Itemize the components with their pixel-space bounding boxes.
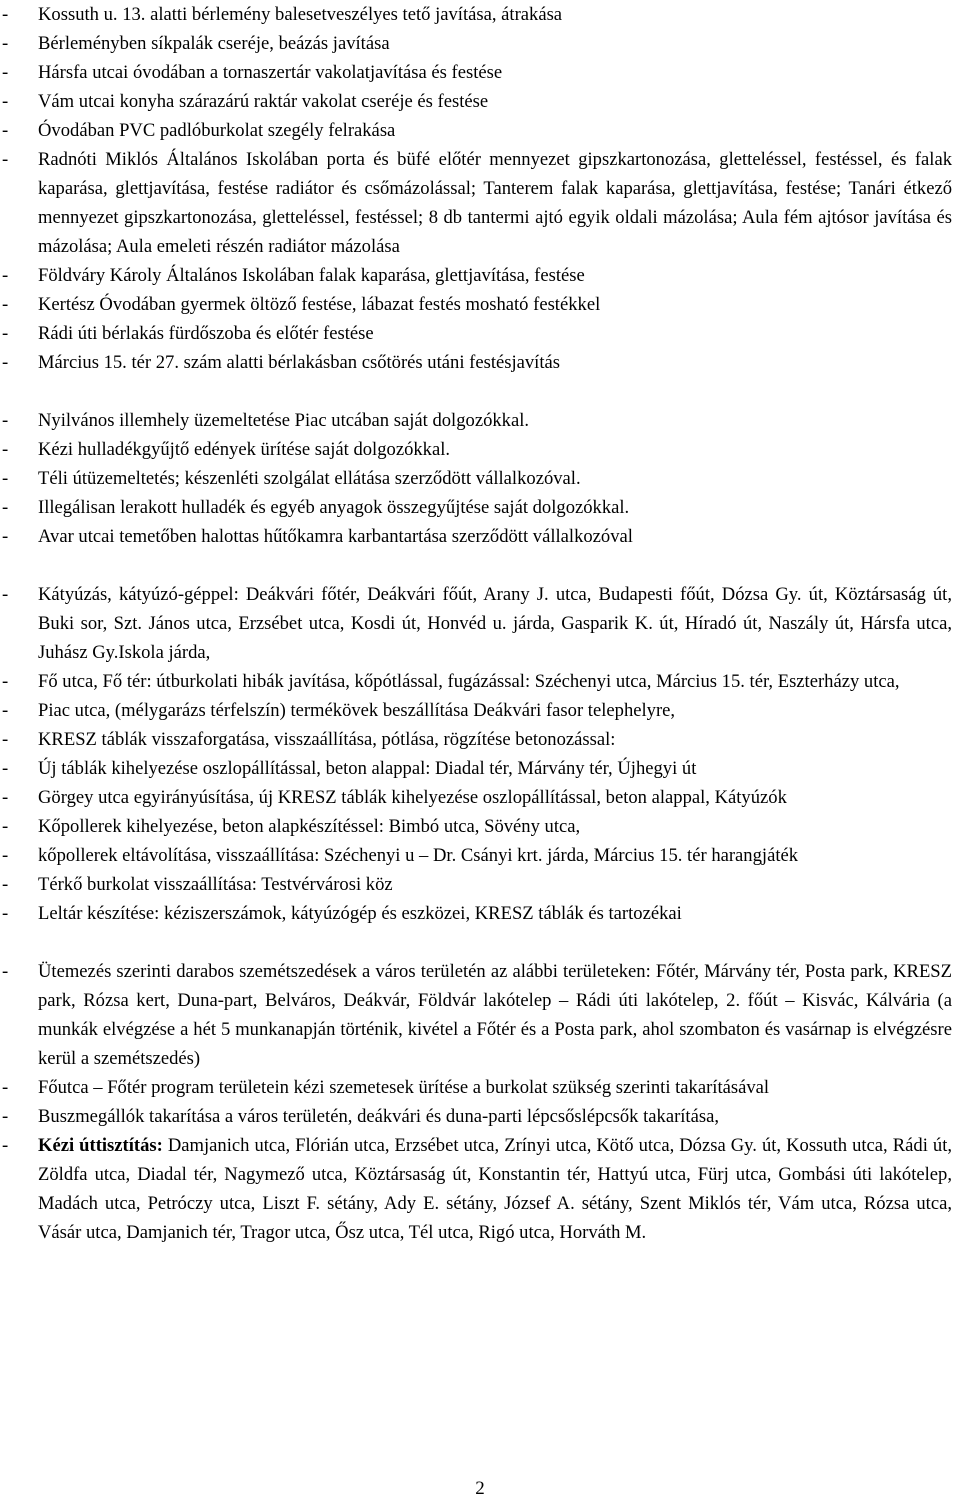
dash: - — [2, 845, 9, 866]
dash: - — [2, 1077, 9, 1098]
dash: - — [2, 149, 9, 170]
list-item: - Kátyúzás, kátyúzó-géppel: Deákvári főtér, Deákvári főút, Arany J. utca, Budapesti főút, Dózsa Gy. út, Köztársaság út, Buki sor, Szt. János utca, Erzsébet utca, Kosdi út, Honvéd u. járda, Gasparik K. út, Híradó út, Naszály út, Hársfa utca, Juhász Gy.Iskola járda, — [0, 580, 952, 667]
dash: - — [2, 961, 9, 982]
dash: - — [2, 671, 9, 692]
dash: - — [2, 352, 9, 373]
list-item: - Buszmegállók takarítása a város területén, deákvári és duna-parti lépcsőslépcsők takarítása, — [0, 1102, 952, 1131]
list-item: - Kossuth u. 13. alatti bérlemény balesetveszélyes tető javítása, átrakása — [0, 0, 952, 29]
dash: - — [2, 33, 9, 54]
page-number: 2 — [475, 1478, 485, 1499]
list-item: - Földváry Károly Általános Iskolában falak kaparása, glettjavítása, festése — [0, 261, 952, 290]
list-item: - Térkő burkolat visszaállítása: Testvérvárosi köz — [0, 870, 952, 899]
list-item: - Óvodában PVC padlóburkolat szegély felrakása — [0, 116, 952, 145]
list-item: - Kertész Óvodában gyermek öltöző festése, lábazat festés mosható festékkel — [0, 290, 952, 319]
dash: - — [2, 816, 9, 837]
dash: - — [2, 787, 9, 808]
list-item: - Főutca – Főtér program területein kézi szemetesek ürítése a burkolat szükség szerinti takarításával — [0, 1073, 952, 1102]
dash: - — [2, 468, 9, 489]
dash: - — [2, 439, 9, 460]
dash: - — [2, 874, 9, 895]
list-item: - Görgey utca egyirányúsítása, új KRESZ táblák kihelyezése oszlopállítással, beton alappal, Kátyúzók — [0, 783, 952, 812]
dash: - — [2, 62, 9, 83]
dash: - — [2, 410, 9, 431]
dash: - — [2, 758, 9, 779]
dash: - — [2, 4, 9, 25]
list-item: - Nyilvános illemhely üzemeltetése Piac utcában saját dolgozókkal. — [0, 406, 952, 435]
dash: - — [2, 294, 9, 315]
dash: - — [2, 1135, 9, 1156]
list-item: - Ütemezés szerinti darabos szemétszedések a város területén az alábbi területeken: Főtér, Márvány tér, Posta park, KRESZ park, Rózsa kert, Duna-part, Belváros, Deákvár, Földvár lakótelep – Rádi úti lakótelep, 2. főút – Kisvác, Kálvária (a munkák elvégzése a hét 5 munkanapján történik, kivétel a Főtér és a Posta park, ahol szombaton és vasárnap is elvégzésre kerül a szemétszedés) — [0, 957, 952, 1073]
list-item: - Rádi úti bérlakás fürdőszoba és előtér festése — [0, 319, 952, 348]
spacer — [0, 377, 960, 406]
list-item: - Radnóti Miklós Általános Iskolában porta és büfé előtér mennyezet gipszkartonozása, gletteléssel, festéssel, és falak kaparása, glettjavítása, festése radiátor és csőmázolással; Tanterem falak kaparása, glettjavítása, festése; Tanári étkező mennyezet gipszkartonozása, gletteléssel, festéssel; 8 db tantermi ajtó egyik oldali mázolása; Aula fém ajtósor javítása és mázolása; Aula emeleti részén radiátor mázolása — [0, 145, 952, 261]
list-item: - Hársfa utcai óvodában a tornaszertár vakolatjavítása és festése — [0, 58, 952, 87]
dash: - — [2, 729, 9, 750]
dash: - — [2, 1106, 9, 1127]
list-item: - KRESZ táblák visszaforgatása, visszaállítása, pótlása, rögzítése betonozással: — [0, 725, 952, 754]
list-item: - Téli útüzemeltetés; készenléti szolgálat ellátása szerződött vállalkozóval. — [0, 464, 952, 493]
list-item: - Új táblák kihelyezése oszlopállítással, beton alappal: Diadal tér, Márvány tér, Újhegyi út — [0, 754, 952, 783]
list-item: - Kőpollerek kihelyezése, beton alapkészítéssel: Bimbó utca, Sövény utca, — [0, 812, 952, 841]
list-item: - Illegálisan lerakott hulladék és egyéb anyagok összegyűjtése saját dolgozókkal. — [0, 493, 952, 522]
dash: - — [2, 91, 9, 112]
dash: - — [2, 265, 9, 286]
dash: - — [2, 903, 9, 924]
dash: - — [2, 700, 9, 721]
spacer — [0, 551, 960, 580]
spacer — [0, 928, 960, 957]
bold-label: Kézi úttisztítás: — [38, 1135, 163, 1156]
dash: - — [2, 497, 9, 518]
list-item: - Bérleményben síkpalák cseréje, beázás javítása — [0, 29, 952, 58]
list-item: - Fő utca, Fő tér: útburkolati hibák javítása, kőpótlással, fugázással: Széchenyi utca, Március 15. tér, Eszterházy utca, — [0, 667, 952, 696]
dash: - — [2, 323, 9, 344]
dash: - — [2, 526, 9, 547]
list-item: - Kézi úttisztítás: Damjanich utca, Flórián utca, Erzsébet utca, Zrínyi utca, Kötő utca, Dózsa Gy. út, Kossuth utca, Rádi út, Zöldfa utca, Diadal tér, Nagymező utca, Köztársaság út, Konstantin tér, Hattyú utca, Fürj utca, Gombási úti lakótelep, Madách utca, Petróczy utca, Liszt F. sétány, Ady E. sétány, József A. sétány, Szent Miklós tér, Vám utca, Rózsa utca, Vásár utca, Damjanich tér, Tragor utca, Ősz utca, Tél utca, Rigó utca, Horváth M. — [0, 1131, 952, 1247]
list-item: - Avar utcai temetőben halottas hűtőkamra karbantartása szerződött vállalkozóval — [0, 522, 952, 551]
dash: - — [2, 120, 9, 141]
list-item: - Kézi hulladékgyűjtő edények ürítése saját dolgozókkal. — [0, 435, 952, 464]
list-item: - Március 15. tér 27. szám alatti bérlakásban csőtörés utáni festésjavítás — [0, 348, 952, 377]
list-item: - Piac utca, (mélygarázs térfelszín) termékövek beszállítása Deákvári fasor telephelyre, — [0, 696, 952, 725]
list-item: - kőpollerek eltávolítása, visszaállítása: Széchenyi u – Dr. Csányi krt. járda, Március 15. tér harangjáték — [0, 841, 952, 870]
dash: - — [2, 584, 9, 605]
list-item: - Leltár készítése: kéziszerszámok, kátyúzógép és eszközei, KRESZ táblák és tartozékai — [0, 899, 952, 928]
list-item: - Vám utcai konyha szárazárú raktár vakolat cseréje és festése — [0, 87, 952, 116]
